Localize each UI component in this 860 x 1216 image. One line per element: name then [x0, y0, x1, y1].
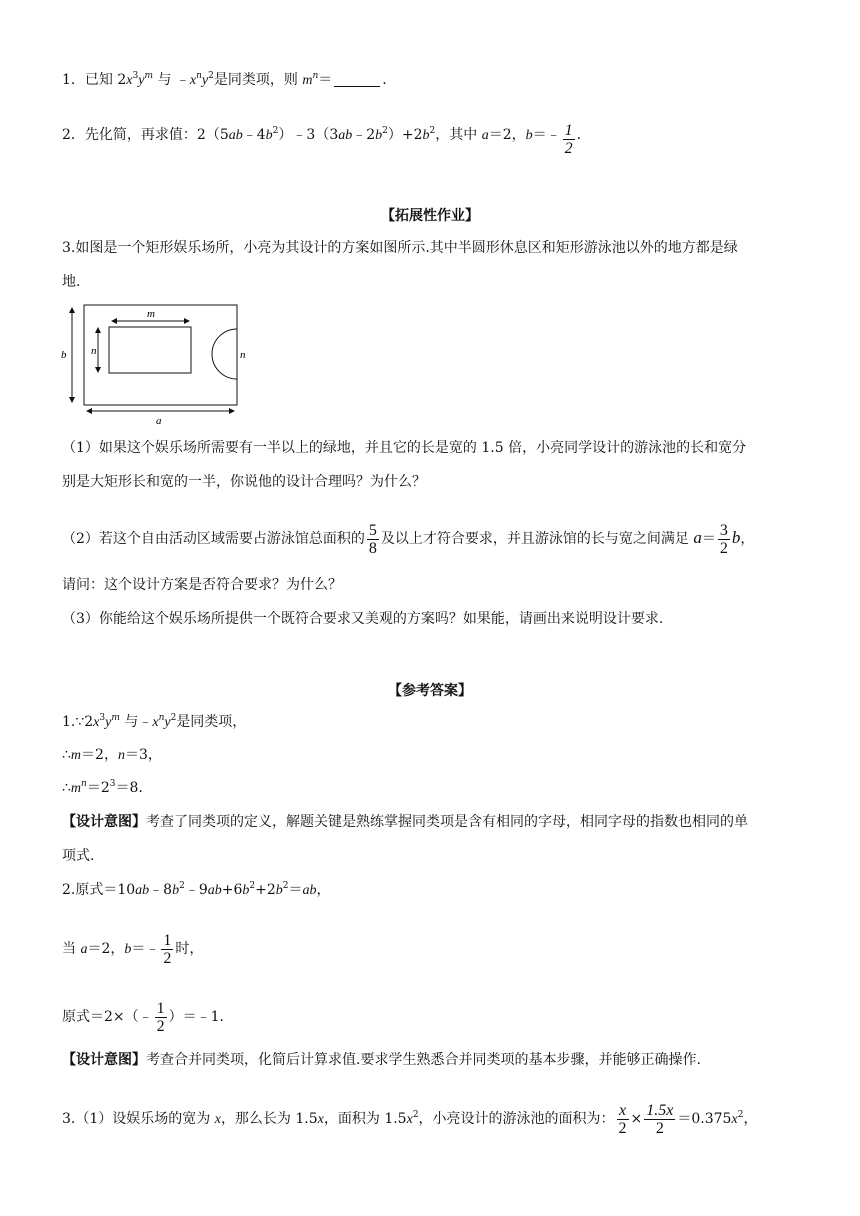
part2-line1: （2）若这个自由活动区域需要占游泳馆总面积的 $\frac{5}{8}$ 及以上才符合要求，并且游泳馆的长与宽之间满足 a＝ $\frac{3}{2}$ b，: [62, 522, 755, 557]
exercise-2: 2．先化简，再求值：$2(5ab﹣4b^2)﹣3(3ab﹣2b^2)+2b^2$，其中 a＝2，b＝﹣ $\frac{1}{2}$ .: [62, 122, 582, 157]
answer-2-line3: 原式＝2×（﹣ $\frac{1}{2}$ ）＝﹣1.: [62, 1000, 224, 1035]
pool-diagram: [55, 300, 245, 428]
answer-1-line3: $\therefore m^n=2^3=8$.: [62, 779, 143, 796]
intent-1-line2: 项式.: [62, 848, 95, 864]
extension-title: 【拓展性作业】: [381, 208, 479, 224]
intent-1-line1: 【设计意图】考查了同类项的定义，解题关键是熟练掌握同类项是含有相同的字母，相同字母的指数也相同的单: [62, 814, 748, 830]
exercise-1: 1．已知 $2x^3y^m$ 与 $﹣x^ny^2$是同类项，则 $m^n=$ .: [62, 71, 387, 88]
rest-semicircle: [212, 329, 237, 379]
part1-line2: 别是大矩形长和宽的一半，你说他的设计合理吗？为什么？: [62, 474, 426, 490]
part2-line2: 请问：这个设计方案是否符合要求？为什么？: [62, 577, 342, 593]
label-m: m: [147, 308, 155, 320]
q3-line1: 3.如图是一个矩形娱乐场所，小亮为其设计的方案如图所示.其中半圆形休息区和矩形游泳池以外的地方都是绿: [62, 240, 738, 256]
label-n-left: n: [91, 345, 97, 357]
label-b: b: [61, 349, 67, 361]
answer-1-line2: ∴m＝2，n＝3，: [62, 747, 162, 763]
intent-2: 【设计意图】考查合并同类项，化简后计算求值.要求学生熟悉合并同类项的基本步骤，并能够正确操作.: [62, 1052, 701, 1068]
answer-1-line1: $1.\because 2x^3y^m$ 与$﹣x^ny^2$是同类项，: [62, 713, 247, 730]
label-n-right: n: [240, 349, 245, 361]
answer-2-line2: 当 a＝2，b＝﹣ $\frac{1}{2}$ 时，: [62, 932, 204, 967]
answers-title: 【参考答案】: [388, 683, 472, 699]
answer-2-line1: 2.原式$=10ab﹣8b^2﹣9ab+6b^2+2b^2=ab$，: [62, 881, 331, 898]
outer-rectangle: [84, 305, 237, 405]
q3-line2: 地.: [62, 274, 81, 290]
label-a: a: [156, 415, 162, 427]
pool-rectangle: [109, 327, 191, 373]
answer-3-line1: 3.（1）设娱乐场的宽为 x，那么长为 1.5x，面积为 $1.5x^2$，小亮设计的游泳池的面积为： $\frac{x}{2}$ × $\frac{1.5x}{2}$ $=0.375x^2$，: [62, 1102, 758, 1137]
answer-blank[interactable]: [334, 72, 380, 87]
part1-line1: （1）如果这个娱乐场所需要有一半以上的绿地，并且它的长是宽的 1.5 倍，小亮同学设计的游泳池的长和宽分: [62, 440, 747, 456]
part3: （3）你能给这个娱乐场所提供一个既符合要求又美观的方案吗？如果能，请画出来说明设计要求.: [62, 611, 664, 627]
